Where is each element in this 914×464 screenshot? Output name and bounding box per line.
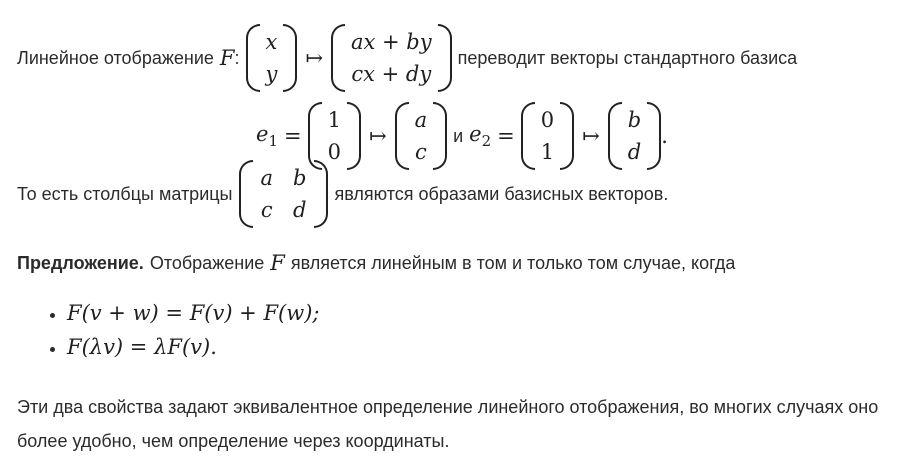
input-vector-y: y	[265, 62, 278, 86]
e2-symbol: $e_2$	[469, 121, 492, 151]
coefficient-matrix: a b c d	[239, 160, 329, 228]
e2-image-vector: b d	[608, 102, 661, 170]
and-word: и	[453, 125, 464, 146]
proposition-label: Предложение.	[17, 252, 144, 273]
mapsto-symbol: ↦	[368, 124, 387, 148]
intro-colon: :	[234, 47, 240, 68]
e1-symbol: $e_1$	[256, 121, 278, 151]
intro-line	[17, 26, 797, 90]
mapsto-symbol: ↦	[305, 46, 323, 70]
list-item	[67, 330, 319, 364]
basis-line	[256, 104, 668, 168]
output-vector-bottom: cx + dy	[351, 62, 432, 86]
matrix-line	[17, 162, 668, 226]
closing-paragraph: Эти два свойства задают эквивалентное определение линейного отображения, во многих случаях оно более удобно, чем определение через координаты.	[17, 397, 879, 451]
intro-prefix: Линейное отображение	[17, 47, 214, 68]
proposition-text-before: Отображение	[149, 252, 265, 273]
matrix-line-suffix: являются образами базисных векторов.	[334, 183, 669, 204]
homogeneity-formula: F(λv) = λF(v).	[67, 335, 217, 359]
proposition-text-after: является линейным в том и только том случае, когда	[290, 252, 736, 273]
input-vector	[246, 24, 298, 92]
equals-sign: =	[497, 124, 515, 148]
list-item	[67, 296, 319, 330]
proposition-map-name: F	[270, 251, 285, 275]
linearity-properties-list	[17, 296, 319, 364]
e1-image-vector: a c	[395, 102, 448, 170]
equals-sign: =	[283, 124, 302, 148]
output-vector	[331, 24, 452, 92]
additivity-formula: F(v + w) = F(v) + F(w);	[67, 301, 320, 325]
proposition	[17, 246, 735, 280]
matrix-line-prefix: То есть столбцы матрицы	[17, 183, 233, 204]
e2-vector: 0 1	[521, 102, 574, 170]
intro-suffix: переводит векторы стандартного базиса	[457, 47, 798, 68]
output-vector-top: ax + by	[350, 30, 432, 54]
input-vector-x: x	[265, 30, 278, 54]
map-name: F	[219, 46, 235, 70]
e1-vector: 1 0	[308, 102, 361, 170]
mapsto-symbol: ↦	[582, 124, 600, 148]
basis-period: .	[661, 124, 668, 148]
